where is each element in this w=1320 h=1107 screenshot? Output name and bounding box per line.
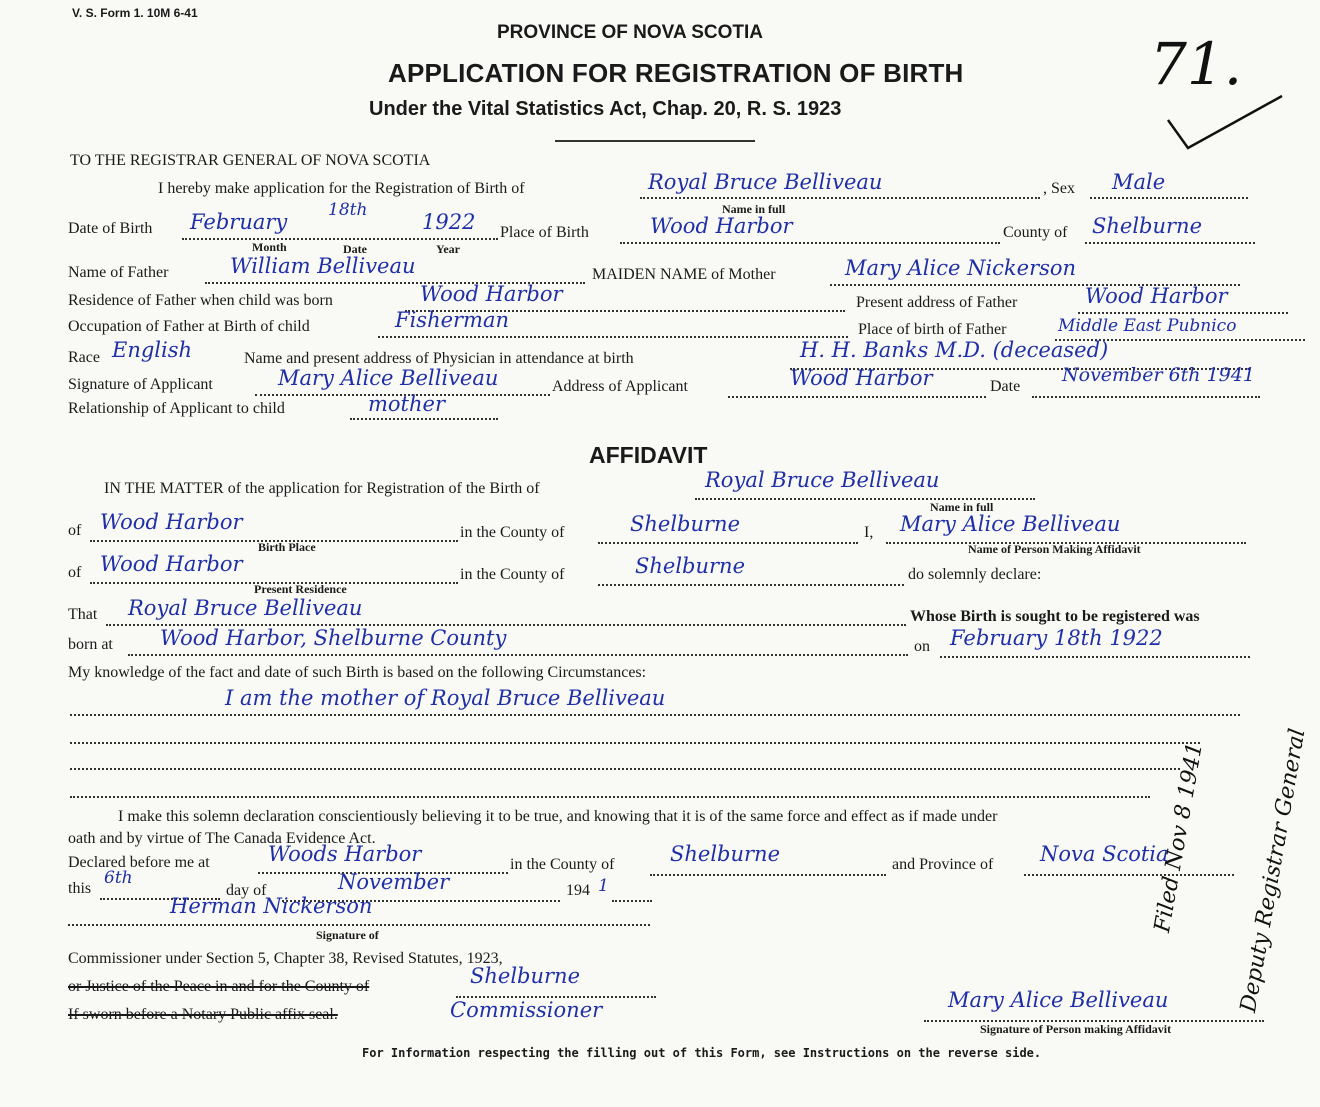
- province-heading: PROVINCE OF NOVA SCOTIA: [497, 22, 764, 43]
- registry-mark: 71.: [1150, 30, 1243, 98]
- province-label: and Province of: [892, 856, 994, 873]
- applicant-sig-label: Signature of Applicant: [68, 376, 213, 393]
- affiant-hint: Signature of Person making Affidavit: [980, 1022, 1172, 1036]
- notary-line: [68, 1006, 338, 1024]
- date-line: [1032, 396, 1260, 398]
- of-label-2: of: [68, 564, 82, 581]
- date-label: Date: [990, 378, 1021, 395]
- notary-text: If sworn before a Notary Public affix seal.: [68, 1006, 338, 1023]
- county-value: Shelburne: [1092, 214, 1203, 238]
- dob-line: [182, 238, 498, 240]
- circumstance-value: I am the mother of Royal Bruce Belliveau: [225, 686, 666, 710]
- occupation-line: [378, 336, 848, 338]
- i-label: I,: [864, 524, 874, 541]
- form-subtitle: Under the Vital Statistics Act, Chap. 20, R. S. 1923: [369, 98, 842, 120]
- sig-of-hint: Signature of: [316, 928, 379, 942]
- present-res-hint: Present Residence: [254, 582, 347, 596]
- form-code: V. S. Form 1. 10M 6-41: [72, 6, 198, 20]
- dob-label: Date of Birth: [68, 220, 153, 237]
- this-label: this: [68, 880, 92, 897]
- form-footer: For Information respecting the filling out of this Form, see Instructions on the reverse side.: [362, 1046, 1042, 1060]
- pob-label: Place of Birth: [500, 224, 589, 241]
- occupation-label: Occupation of Father at Birth of child: [68, 318, 310, 335]
- province-line: [1024, 874, 1234, 876]
- circumstance-line-1: [70, 714, 1240, 716]
- month-value: November: [338, 870, 450, 894]
- person-value: Mary Alice Belliveau: [900, 512, 1121, 536]
- that-name-value: Royal Bruce Belliveau: [128, 596, 363, 620]
- that-label: That: [68, 606, 98, 623]
- commissioner-title-value: Commissioner: [450, 998, 603, 1022]
- knowledge-label: My knowledge of the fact and date of such Birth is based on the following Circumstances:: [68, 664, 647, 681]
- title-divider: [555, 140, 755, 142]
- race-value: English: [112, 338, 193, 362]
- dob-year-value: 1922: [422, 210, 476, 234]
- justice-county-value: Shelburne: [470, 964, 581, 988]
- form-title: APPLICATION FOR REGISTRATION OF BIRTH: [388, 58, 964, 88]
- applicant-addr-value: Wood Harbor: [790, 366, 933, 390]
- child-name-value: Royal Bruce Belliveau: [648, 170, 883, 194]
- circumstance-line-4: [70, 796, 1150, 798]
- father-addr-line: [1078, 312, 1288, 314]
- in-county-label-3: in the County of: [510, 856, 615, 873]
- justice-line: [68, 978, 369, 996]
- father-pob-value: Middle East Pubnico: [1058, 316, 1237, 336]
- intro-label: I hereby make application for the Registration of Birth of: [158, 180, 525, 197]
- mother-value: Mary Alice Nickerson: [845, 256, 1077, 280]
- born-on-value: February 18th 1922: [950, 626, 1163, 650]
- check-mark-icon: [1160, 90, 1290, 160]
- father-res-value: Wood Harbor: [420, 282, 563, 306]
- father-pob-label: Place of birth of Father: [858, 321, 1007, 338]
- applicant-sig-value: Mary Alice Belliveau: [278, 366, 499, 390]
- father-res-label: Residence of Father when child was born: [68, 292, 333, 309]
- day-of-label: day of: [226, 882, 267, 899]
- declared-at-value: Woods Harbor: [268, 842, 422, 866]
- county3-line: [650, 874, 886, 876]
- day-value: 6th: [104, 868, 133, 888]
- county2-line: [598, 584, 904, 586]
- date-hint: Date: [343, 242, 367, 256]
- whose-label: Whose Birth is sought to be registered was: [910, 608, 1200, 625]
- sex-line: [1090, 197, 1248, 199]
- commissioner-sig-line: [68, 924, 650, 926]
- born-on-line: [940, 656, 1250, 658]
- father-addr-label: Present address of Father: [856, 294, 1018, 311]
- relationship-label: Relationship of Applicant to child: [68, 400, 285, 417]
- county2-value: Shelburne: [635, 554, 746, 578]
- physician-label: Name and present address of Physician in attendance at birth: [244, 350, 634, 367]
- birth-place-value: Wood Harbor: [100, 510, 243, 534]
- month-hint: Month: [252, 240, 287, 254]
- year-prefix: 194: [566, 882, 590, 899]
- affiant-sig-value: Mary Alice Belliveau: [948, 988, 1169, 1012]
- declare-label: do solemnly declare:: [908, 566, 1042, 583]
- county-line: [1085, 242, 1255, 244]
- born-at-line: [128, 654, 908, 656]
- circumstance-line-3: [70, 768, 1180, 770]
- circumstance-line-2: [70, 742, 1200, 744]
- occupation-value: Fisherman: [395, 308, 510, 332]
- dob-month-value: February: [190, 210, 288, 234]
- matter-label: IN THE MATTER of the application for Registration of the Birth of: [104, 480, 540, 497]
- applicant-addr-line: [728, 396, 986, 398]
- year-digit-value: 1: [598, 876, 609, 896]
- applicant-addr-label: Address of Applicant: [552, 378, 688, 395]
- county1-value: Shelburne: [630, 512, 741, 536]
- addressee: TO THE REGISTRAR GENERAL OF NOVA SCOTIA: [70, 152, 431, 169]
- province-value: Nova Scotia: [1040, 842, 1169, 866]
- year-line: [612, 900, 652, 902]
- born-at-value: Wood Harbor, Shelburne County: [160, 626, 507, 650]
- in-county-label-2: in the County of: [460, 566, 565, 583]
- father-label: Name of Father: [68, 264, 169, 281]
- person-hint: Name of Person Making Affidavit: [968, 542, 1141, 556]
- matter-name-value: Royal Bruce Belliveau: [705, 468, 940, 492]
- on-label: on: [914, 638, 930, 655]
- physician-value: H. H. Banks M.D. (deceased): [800, 338, 1109, 362]
- sex-value: Male: [1112, 170, 1166, 194]
- father-value: William Belliveau: [230, 254, 416, 278]
- of-label-1: of: [68, 522, 82, 539]
- affidavit-heading: AFFIDAVIT: [589, 442, 708, 468]
- name-hint: Name in full: [722, 202, 786, 216]
- sex-label: , Sex: [1043, 180, 1075, 197]
- pob-line: [620, 242, 1000, 244]
- dob-day-value: 18th: [328, 200, 368, 220]
- commissioner-line: Commissioner under Section 5, Chapter 38, Revised Statutes, 1923,: [68, 950, 503, 967]
- in-county-label-1: in the County of: [460, 524, 565, 541]
- child-name-line: [640, 197, 1040, 199]
- county3-value: Shelburne: [670, 842, 781, 866]
- born-at-label: born at: [68, 636, 113, 653]
- filed-note: Filed Nov 8 1941: [1150, 740, 1209, 935]
- registrar-note: Deputy Registrar General: [1236, 726, 1311, 1015]
- birth-place-hint: Birth Place: [258, 540, 316, 554]
- mother-label: MAIDEN NAME of Mother: [592, 266, 776, 283]
- present-res-value: Wood Harbor: [100, 552, 243, 576]
- solemn-line-2: oath and by virtue of The Canada Evidence Act.: [68, 830, 376, 847]
- father-addr-value: Wood Harbor: [1085, 284, 1228, 308]
- commissioner-sig-value: Herman Nickerson: [170, 894, 373, 918]
- county1-line: [598, 542, 858, 544]
- relationship-value: mother: [368, 392, 445, 416]
- county-label: County of: [1003, 224, 1068, 241]
- matter-name-hint: Name in full: [930, 500, 994, 514]
- race-label: Race: [68, 349, 100, 366]
- year-hint: Year: [436, 242, 460, 256]
- justice-text: or Justice of the Peace in and for the County of: [68, 978, 370, 995]
- relationship-line: [350, 418, 498, 420]
- declared-label: Declared before me at: [68, 854, 210, 871]
- app-date-value: November 6th 1941: [1062, 364, 1255, 386]
- solemn-line-1: I make this solemn declaration conscientiously believing it to be true, and knowing that it is of the same force and effect as if made under: [118, 808, 998, 825]
- pob-value: Wood Harbor: [650, 214, 793, 238]
